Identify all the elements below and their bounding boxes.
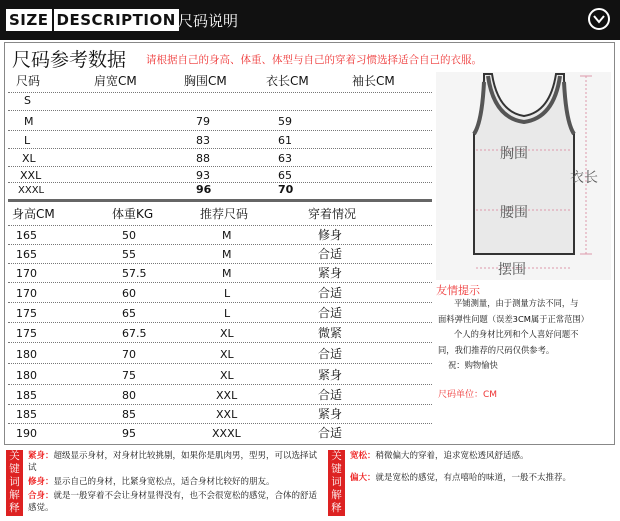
height-cell: 185 xyxy=(16,408,37,421)
legend-item xyxy=(28,476,320,488)
brand-word-description: DESCRIPTION xyxy=(54,9,179,31)
row-divider xyxy=(8,130,432,131)
top-banner xyxy=(0,0,620,40)
recommend-cell: M xyxy=(222,248,232,261)
weight-cell: 95 xyxy=(122,427,136,440)
legend-key: 修身： xyxy=(28,477,54,487)
height-cell: 170 xyxy=(16,267,37,280)
legend-left-text xyxy=(28,450,320,514)
brand-english xyxy=(6,9,179,31)
weight-cell: 67.5 xyxy=(122,327,147,340)
size-cell: XXXL xyxy=(18,185,45,196)
section-subtitle: 请根据自己的身高、体重、体型与自己的穿着习惯选择适合自己的衣服。 xyxy=(146,54,482,66)
height-cell: 175 xyxy=(16,307,37,320)
hem-label: 摆围 xyxy=(498,262,526,278)
chest-cell: 83 xyxy=(196,134,210,147)
height-cell: 165 xyxy=(16,229,37,242)
tips-title: 友情提示 xyxy=(436,284,480,297)
weight-cell: 50 xyxy=(122,229,136,242)
row-divider xyxy=(8,322,432,323)
legend-desc: 超级显示身材，对身材比较挑剔，如果你是肌肉男，型男，可以选择试试 xyxy=(28,451,318,473)
chest-cell: 96 xyxy=(196,183,212,196)
brand-word-size: SIZE xyxy=(6,9,52,31)
length-cell: 65 xyxy=(278,169,292,182)
fit-cell: 合适 xyxy=(318,306,343,320)
tag-char: 键 xyxy=(331,463,342,475)
weight-cell: 80 xyxy=(122,389,136,402)
recommend-cell: M xyxy=(222,229,232,242)
table-divider xyxy=(8,199,432,202)
legend-desc: 显示自己的身材，比紧身宽松点，适合身材比较好的朋友。 xyxy=(53,477,275,487)
fit-cell: 合适 xyxy=(318,426,343,440)
weight-cell: 57.5 xyxy=(122,267,147,280)
length-cell: 70 xyxy=(278,183,294,196)
row-divider xyxy=(8,423,432,424)
weight-cell: 65 xyxy=(122,307,136,320)
recommend-cell: XXXL xyxy=(212,427,241,440)
size-header-length: 衣长CM xyxy=(266,74,309,88)
tips-line: 个人的身材比列和个人喜好问题不 xyxy=(454,329,579,339)
height-cell: 170 xyxy=(16,287,37,300)
fit-cell: 紧身 xyxy=(318,368,343,382)
size-cell: L xyxy=(24,134,31,147)
tips-line: 平铺测量，由于测量方法不同，与 xyxy=(454,298,579,308)
tag-char: 关 xyxy=(331,450,342,462)
height-cell: 180 xyxy=(16,369,37,382)
legend-desc: 就是一般穿着不会让身材显得没有，也不会很宽松的感觉，合体的舒适感觉。 xyxy=(28,491,318,513)
weight-cell: 75 xyxy=(122,369,136,382)
tag-char: 关 xyxy=(9,450,20,462)
row-divider xyxy=(8,342,432,343)
tips-line: 同，我们推荐的尺码仅供参考。 xyxy=(438,344,555,355)
recommend-cell: M xyxy=(222,267,232,280)
fit-cell: 微紧 xyxy=(318,326,343,340)
legend-key: 合身： xyxy=(28,491,54,501)
size-header-chest: 胸围CM xyxy=(184,74,227,88)
length-cell: 63 xyxy=(278,152,292,165)
row-divider xyxy=(8,282,432,283)
legend-item xyxy=(350,450,612,462)
weight-cell: 70 xyxy=(122,348,136,361)
chest-cell: 79 xyxy=(196,115,210,128)
legend-desc: 就是宽松的感觉，有点嘻哈的味道，一般不太推荐。 xyxy=(375,473,572,483)
weight-cell: 55 xyxy=(122,248,136,261)
height-cell: 180 xyxy=(16,348,37,361)
row-divider xyxy=(8,110,432,111)
tag-char: 释 xyxy=(9,502,20,514)
keyword-legend-left xyxy=(6,450,324,516)
row-divider xyxy=(8,166,432,167)
row-divider xyxy=(8,182,432,183)
row-divider xyxy=(8,244,432,245)
tag-char: 键 xyxy=(9,463,20,475)
fit-cell: 合适 xyxy=(318,286,343,300)
fit-header-recommend: 推荐尺码 xyxy=(200,207,249,221)
weight-cell: 85 xyxy=(122,408,136,421)
chest-cell: 88 xyxy=(196,152,210,165)
row-divider xyxy=(8,404,432,405)
row-divider xyxy=(8,384,432,385)
recommend-cell: XXL xyxy=(216,408,238,421)
tag-char: 解 xyxy=(9,489,20,501)
section-title: 尺码参考数据 xyxy=(12,49,127,71)
row-divider xyxy=(8,92,432,93)
recommend-cell: L xyxy=(224,307,231,320)
size-cell: XL xyxy=(22,152,36,165)
legend-key: 宽松： xyxy=(350,451,376,461)
height-cell: 185 xyxy=(16,389,37,402)
fit-cell: 合适 xyxy=(318,388,343,402)
fit-cell: 合适 xyxy=(318,347,343,361)
chest-label: 胸围 xyxy=(500,146,528,162)
size-header-size: 尺码 xyxy=(16,74,41,88)
size-cell: M xyxy=(24,115,34,128)
recommend-cell: XXL xyxy=(216,389,238,402)
size-table xyxy=(8,72,432,200)
tips-line: 面料弹性问题（误差3CM属于正常范围） xyxy=(438,313,589,324)
recommend-cell: L xyxy=(224,287,231,300)
fit-header-weight: 体重KG xyxy=(112,207,154,221)
row-divider xyxy=(8,225,432,226)
legend-key: 紧身： xyxy=(28,451,54,461)
legend-desc: 稍微偏大的穿着，追求宽松透风舒适感。 xyxy=(375,451,529,461)
chest-cell: 93 xyxy=(196,169,210,182)
fit-cell: 紧身 xyxy=(318,266,343,280)
tips-line: 祝：购物愉快 xyxy=(448,360,498,370)
banner-cn-title: 尺码说明 xyxy=(178,12,239,30)
tag-char: 词 xyxy=(9,476,20,488)
keyword-tag xyxy=(6,450,23,516)
size-cell: XXL xyxy=(20,169,42,182)
recommend-cell: XL xyxy=(220,369,234,382)
height-cell: 175 xyxy=(16,327,37,340)
fit-cell: 紧身 xyxy=(318,407,343,421)
legend-item xyxy=(28,450,320,474)
row-divider xyxy=(8,363,432,364)
fit-cell: 合适 xyxy=(318,247,343,261)
tips-body xyxy=(438,296,610,374)
fit-header-height: 身高CM xyxy=(12,207,55,221)
fit-header-fit: 穿着情况 xyxy=(308,207,357,221)
garment-diagram xyxy=(436,72,611,280)
waist-label: 腰围 xyxy=(500,205,528,221)
size-header-shoulder: 肩宽CM xyxy=(94,74,137,88)
size-cell: S xyxy=(24,94,31,107)
legend-item xyxy=(350,472,612,484)
length-cell: 61 xyxy=(278,134,292,147)
row-divider xyxy=(8,302,432,303)
tag-char: 词 xyxy=(331,476,342,488)
height-cell: 190 xyxy=(16,427,37,440)
tank-top-illustration xyxy=(436,72,611,280)
weight-cell: 60 xyxy=(122,287,136,300)
size-unit: 尺码单位：CM xyxy=(438,390,498,400)
row-divider xyxy=(8,148,432,149)
fit-table xyxy=(8,203,432,443)
height-cell: 165 xyxy=(16,248,37,261)
recommend-cell: XL xyxy=(220,348,234,361)
legend-right-text xyxy=(350,450,612,484)
legend-key: 偏大： xyxy=(350,473,376,483)
tag-char: 释 xyxy=(331,502,342,514)
friendly-tips xyxy=(436,282,611,402)
fit-cell: 修身 xyxy=(318,228,343,242)
legend-item xyxy=(28,490,320,514)
recommend-cell: XL xyxy=(220,327,234,340)
size-header-sleeve: 袖长CM xyxy=(352,74,395,88)
row-divider xyxy=(8,263,432,264)
length-cell: 59 xyxy=(278,115,292,128)
keyword-tag xyxy=(328,450,345,516)
tag-char: 解 xyxy=(331,489,342,501)
keyword-legend-right xyxy=(328,450,616,516)
length-label: 衣长 xyxy=(570,170,598,186)
chevron-down-icon[interactable] xyxy=(588,8,610,30)
